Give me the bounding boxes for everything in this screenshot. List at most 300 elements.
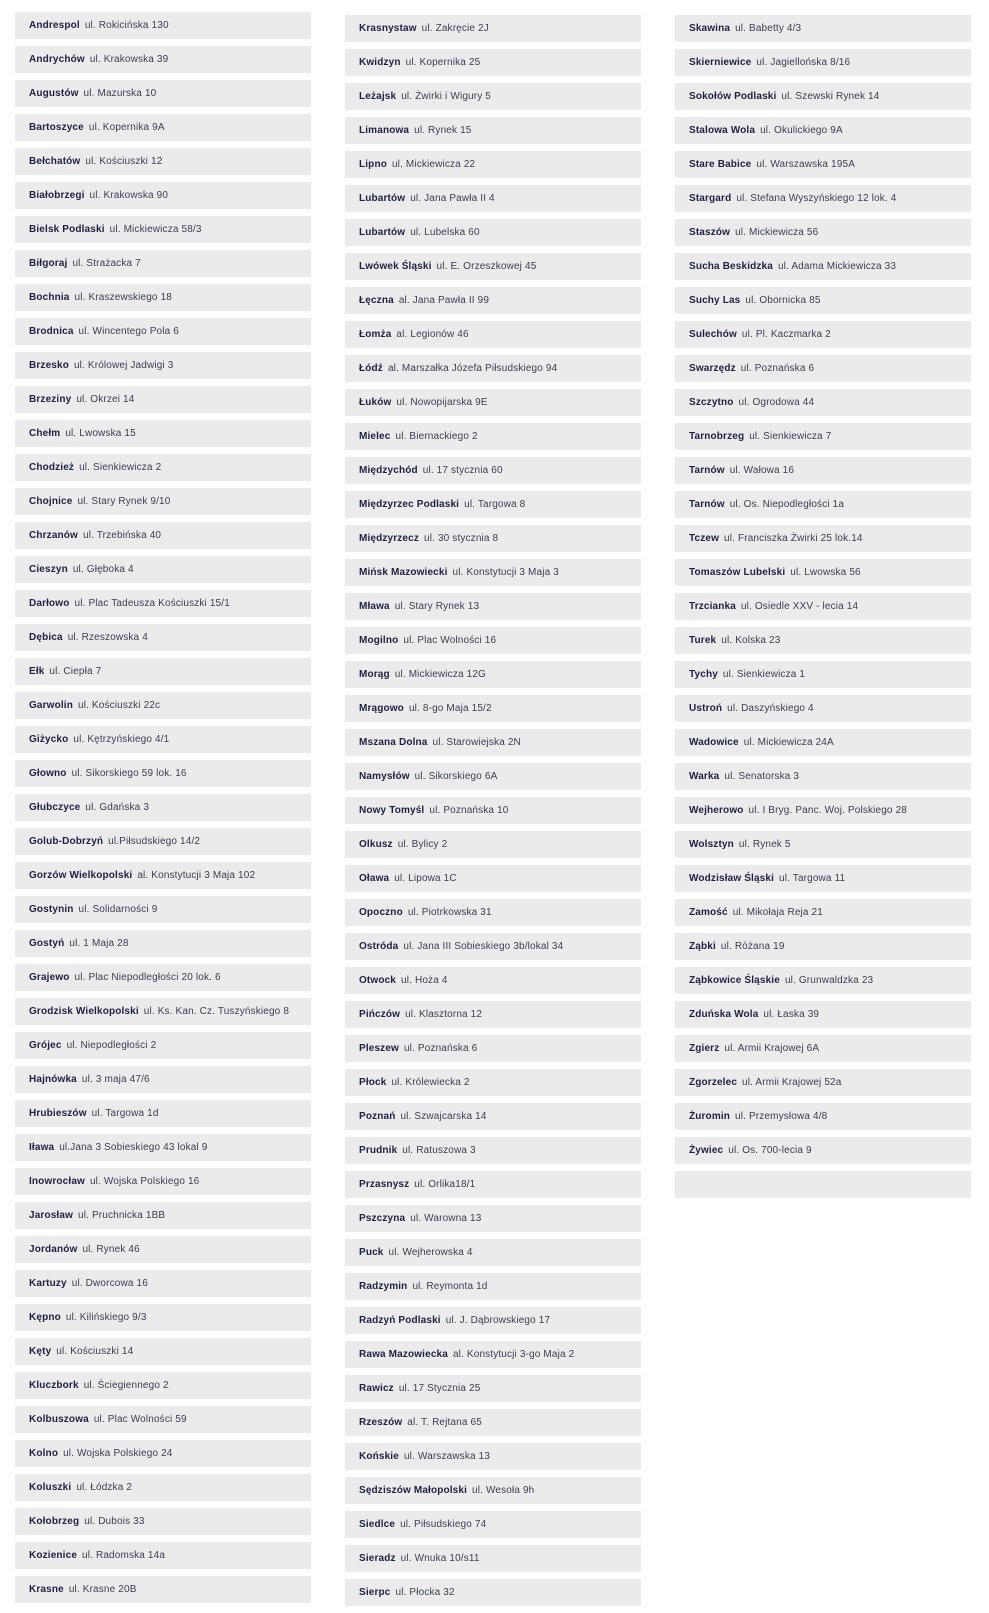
store-address: ul. Lipowa 1C	[394, 873, 457, 884]
store-city: Jordanów	[29, 1244, 78, 1255]
store-city: Międzyrzecz	[359, 533, 420, 544]
store-address: ul. Warszawska 13	[403, 1451, 491, 1462]
store-address: ul. Ks. Kan. Cz. Tuszyńskiego 8	[143, 1006, 290, 1017]
store-list-item	[15, 318, 311, 345]
store-list-item	[15, 658, 311, 685]
store-city: Wejherowo	[689, 805, 744, 816]
store-address: ul. Plac Tadeusza Kościuszki 15/1	[74, 598, 230, 609]
store-address: ul. Stary Rynek 9/10	[77, 496, 171, 507]
store-address: ul. Babetty 4/3	[735, 23, 802, 34]
store-city: Siedlce	[359, 1519, 396, 1530]
store-list-item	[345, 491, 641, 518]
store-list-item	[675, 423, 971, 450]
store-address: ul. Trzebińska 40	[82, 530, 162, 541]
store-list-item	[15, 828, 311, 855]
store-address: ul. Niepodległości 2	[66, 1040, 157, 1051]
store-city: Rawa Mazowiecka	[359, 1349, 448, 1360]
store-address: ul. 1 Maja 28	[69, 938, 129, 949]
store-address: ul.Piłsudskiego 14/2	[108, 836, 201, 847]
store-city: Andrychów	[29, 54, 85, 65]
store-address: ul. Sienkiewicza 1	[722, 669, 806, 680]
store-address: ul. I Bryg. Panc. Woj. Polskiego 28	[748, 805, 907, 816]
store-address: ul. Konstytucji 3 Maja 3	[452, 567, 559, 578]
store-city: Chełm	[29, 428, 61, 439]
store-address: ul. Senatorska 3	[724, 771, 800, 782]
store-list-item	[15, 1576, 311, 1603]
store-list-item	[675, 933, 971, 960]
store-address: ul. Targowa 11	[779, 873, 846, 884]
store-address: ul. Solidarności 9	[78, 904, 158, 915]
store-list-item	[15, 590, 311, 617]
store-address: ul. Mikołaja Reja 21	[732, 907, 823, 918]
store-list-item	[15, 1406, 311, 1433]
store-list-item	[15, 1372, 311, 1399]
store-city: Kęty	[29, 1346, 52, 1357]
store-list-item	[675, 219, 971, 246]
store-city: Pszczyna	[359, 1213, 406, 1224]
store-address: ul. Hoża 4	[401, 975, 448, 986]
store-list-item	[345, 1171, 641, 1198]
store-address: ul. Wnuka 10/s11	[400, 1553, 480, 1564]
store-address: ul. Stary Rynek 13	[394, 601, 480, 612]
store-city: Darłowo	[29, 598, 70, 609]
store-city: Olkusz	[359, 839, 393, 850]
store-address: ul. Kościuszki 14	[56, 1346, 134, 1357]
store-city: Garwolin	[29, 700, 73, 711]
store-city: Międzyrzec Podlaski	[359, 499, 460, 510]
store-address: ul. Sikorskiego 6A	[414, 771, 498, 782]
store-list-item	[345, 1307, 641, 1334]
store-city: Łuków	[359, 397, 392, 408]
store-city: Kozienice	[29, 1550, 78, 1561]
store-city: Bielsk Podlaski	[29, 224, 105, 235]
store-city: Namysłów	[359, 771, 410, 782]
store-city: Ząbkowice Śląskie	[689, 975, 780, 986]
store-list-item	[675, 627, 971, 654]
store-address: ul. Obornicka 85	[745, 295, 821, 306]
store-address: ul. Sienkiewicza 2	[79, 462, 162, 473]
store-address: ul. Szwajcarska 14	[400, 1111, 487, 1122]
store-list-item	[345, 321, 641, 348]
store-address: ul. Krakowska 39	[89, 54, 169, 65]
store-city: Lubartów	[359, 227, 406, 238]
store-city: Skierniewice	[689, 57, 752, 68]
store-address: ul. Targowa 8	[464, 499, 526, 510]
store-address: ul. Mickiewicza 58/3	[109, 224, 202, 235]
store-list-item	[345, 1375, 641, 1402]
store-list-item	[345, 457, 641, 484]
store-city: Tarnów	[689, 465, 725, 476]
store-city: Cieszyn	[29, 564, 68, 575]
store-list-item	[675, 15, 971, 42]
store-address: ul. Lubelska 60	[410, 227, 480, 238]
store-list-item	[345, 1035, 641, 1062]
store-list-item	[15, 522, 311, 549]
store-city: Białobrzegi	[29, 190, 85, 201]
store-list-item	[345, 355, 641, 382]
store-address: ul. Kopernika 9A	[88, 122, 165, 133]
store-address: ul. Wejherowska 4	[388, 1247, 473, 1258]
store-city: Zgierz	[689, 1043, 720, 1054]
store-list-item	[675, 491, 971, 518]
store-list-item	[675, 729, 971, 756]
store-city: Hrubieszów	[29, 1108, 87, 1119]
store-address: ul. Królewiecka 2	[391, 1077, 470, 1088]
store-list-item	[675, 1001, 971, 1028]
store-address: ul. 3 maja 47/6	[81, 1074, 150, 1085]
store-city: Żuromin	[689, 1111, 731, 1122]
store-list-item	[345, 253, 641, 280]
store-list-item	[15, 454, 311, 481]
store-city: Międzychód	[359, 465, 418, 476]
store-list-item	[675, 695, 971, 722]
store-address: ul. Ratuszowa 3	[402, 1145, 476, 1156]
store-address: ul. Dubois 33	[84, 1516, 145, 1527]
store-list-item	[15, 420, 311, 447]
store-address: ul. Rynek 15	[414, 125, 472, 136]
store-address: al. T. Rejtana 65	[407, 1417, 482, 1428]
store-list-item	[345, 559, 641, 586]
store-city: Kolbuszowa	[29, 1414, 89, 1425]
store-city: Kolno	[29, 1448, 59, 1459]
store-address: ul. Jana III Sobieskiego 3b/lokal 34	[403, 941, 564, 952]
store-list-item	[345, 117, 641, 144]
store-city: Rawicz	[359, 1383, 394, 1394]
store-city: Mszana Dolna	[359, 737, 428, 748]
store-city: Stare Babice	[689, 159, 752, 170]
store-city: Stargard	[689, 193, 732, 204]
store-address: ul. Głęboka 4	[72, 564, 134, 575]
store-address: ul. Kolska 23	[721, 635, 781, 646]
store-city: Brzesko	[29, 360, 69, 371]
store-list-item	[345, 1001, 641, 1028]
store-list-item	[675, 321, 971, 348]
store-address: ul. Stefana Wyszyńskiego 12 lok. 4	[736, 193, 897, 204]
store-city: Lwówek Śląski	[359, 261, 432, 272]
store-address: ul. Pruchnicka 1BB	[78, 1210, 166, 1221]
store-city: Końskie	[359, 1451, 399, 1462]
store-list-item	[675, 117, 971, 144]
store-city: Oława	[359, 873, 390, 884]
store-list-item	[15, 556, 311, 583]
store-city: Sierpc	[359, 1587, 391, 1598]
store-list-item	[15, 1066, 311, 1093]
store-list-item	[675, 151, 971, 178]
store-list-item	[345, 1273, 641, 1300]
store-city: Grójec	[29, 1040, 62, 1051]
store-list-item	[345, 151, 641, 178]
store-list-item	[345, 763, 641, 790]
store-list-item	[345, 967, 641, 994]
store-list-item	[345, 1511, 641, 1538]
store-city: Sulechów	[689, 329, 737, 340]
store-city: Tczew	[689, 533, 720, 544]
store-list-item	[345, 1409, 641, 1436]
store-address: ul. Klasztorna 12	[405, 1009, 483, 1020]
store-address: ul. Reymonta 1d	[412, 1281, 488, 1292]
store-list-item	[15, 1032, 311, 1059]
store-list-item	[675, 253, 971, 280]
store-address: ul. Szewski Rynek 14	[781, 91, 880, 102]
store-city: Sokołów Podlaski	[689, 91, 777, 102]
store-list-item	[345, 389, 641, 416]
store-address: ul. Okulickiego 9A	[760, 125, 843, 136]
store-city: Morąg	[359, 669, 390, 680]
store-list-item	[345, 1137, 641, 1164]
store-list-item	[345, 1341, 641, 1368]
store-address: ul. Poznańska 6	[740, 363, 815, 374]
store-address: ul. Armii Krajowej 6A	[724, 1043, 820, 1054]
store-city: Stalowa Wola	[689, 125, 756, 136]
store-address: ul. Sienkiewicza 7	[749, 431, 832, 442]
store-address: ul. Rynek 5	[738, 839, 791, 850]
store-address: ul. Nowopijarska 9E	[396, 397, 488, 408]
store-address: ul. Piłsudskiego 74	[400, 1519, 487, 1530]
store-list-item	[345, 695, 641, 722]
store-address: ul. Warowna 13	[410, 1213, 482, 1224]
store-list-item	[15, 182, 311, 209]
store-address: ul. Mickiewicza 22	[391, 159, 476, 170]
store-city: Brodnica	[29, 326, 74, 337]
store-address: ul. Dworcowa 16	[71, 1278, 148, 1289]
store-list-item	[675, 865, 971, 892]
store-list-item	[675, 49, 971, 76]
store-list-item	[15, 1338, 311, 1365]
store-address: ul. Jagiellońska 8/16	[756, 57, 851, 68]
store-list-item	[675, 763, 971, 790]
store-city: Limanowa	[359, 125, 410, 136]
store-city: Suchy Las	[689, 295, 741, 306]
store-list-item	[15, 1304, 311, 1331]
store-city: Opoczno	[359, 907, 403, 918]
store-address: ul. Bylicy 2	[397, 839, 448, 850]
store-address: ul. Lwowska 15	[65, 428, 136, 439]
store-list-item	[675, 355, 971, 382]
store-city: Radzyń Podlaski	[359, 1315, 441, 1326]
store-address: al. Jana Pawła II 99	[398, 295, 490, 306]
store-address: ul. Orlika18/1	[414, 1179, 476, 1190]
store-list-item	[15, 352, 311, 379]
store-address: ul. Strażacka 7	[72, 258, 141, 269]
store-list-item	[345, 593, 641, 620]
store-list-item	[675, 1137, 971, 1164]
store-list-item	[675, 593, 971, 620]
store-city: Ustroń	[689, 703, 723, 714]
store-list-item	[675, 967, 971, 994]
store-city: Mława	[359, 601, 390, 612]
store-list-item	[15, 1440, 311, 1467]
store-city: Zamość	[689, 907, 728, 918]
store-city: Sieradz	[359, 1553, 396, 1564]
store-list-item	[15, 1134, 311, 1161]
store-address: ul. Ogrodowa 44	[738, 397, 815, 408]
store-list-item	[345, 1443, 641, 1470]
store-city: Wodzisław Śląski	[689, 873, 775, 884]
store-address: ul. Plac Niepodległości 20 lok. 6	[74, 972, 221, 983]
store-list-item	[345, 1477, 641, 1504]
store-list-item	[345, 729, 641, 756]
store-address: ul. Królowej Jadwigi 3	[73, 360, 174, 371]
store-list-item	[15, 794, 311, 821]
store-city: Biłgoraj	[29, 258, 68, 269]
store-city: Swarzędz	[689, 363, 736, 374]
store-address: ul. Zakręcie 2J	[421, 23, 489, 34]
store-address: al. Marszałka Józefa Piłsudskiego 94	[387, 363, 558, 374]
store-city: Łomża	[359, 329, 392, 340]
store-address: ul. Armii Krajowej 52a	[742, 1077, 842, 1088]
store-list-item	[15, 250, 311, 277]
store-address: ul. Plac Wolności 59	[93, 1414, 187, 1425]
store-address: ul. Jana Pawła II 4	[410, 193, 495, 204]
store-list-item	[15, 80, 311, 107]
store-city: Dębica	[29, 632, 63, 643]
store-city: Giżycko	[29, 734, 69, 745]
store-address: ul. Łódzka 2	[76, 1482, 133, 1493]
store-city: Kluczbork	[29, 1380, 79, 1391]
store-list-item	[15, 896, 311, 923]
store-list-item	[345, 899, 641, 926]
store-list-item	[15, 386, 311, 413]
store-list-item	[15, 998, 311, 1025]
store-city: Mrągowo	[359, 703, 404, 714]
store-address: ul. Radomska 14a	[82, 1550, 166, 1561]
store-city: Tarnobrzeg	[689, 431, 745, 442]
store-list-item	[15, 46, 311, 73]
store-address: ul. Wałowa 16	[729, 465, 795, 476]
store-city: Augustów	[29, 88, 79, 99]
store-city: Warka	[689, 771, 720, 782]
store-city: Tomaszów Lubelski	[689, 567, 786, 578]
store-list-item	[15, 1474, 311, 1501]
store-city: Szczytno	[689, 397, 734, 408]
store-list-item	[15, 216, 311, 243]
store-list-item	[675, 83, 971, 110]
store-city: Gostynin	[29, 904, 74, 915]
store-city: Rzeszów	[359, 1417, 403, 1428]
store-city: Otwock	[359, 975, 397, 986]
store-list-item	[675, 1069, 971, 1096]
store-address: ul. Wesoła 9h	[472, 1485, 535, 1496]
store-list-item	[345, 1579, 641, 1606]
store-list-item	[345, 1103, 641, 1130]
store-list-item	[345, 865, 641, 892]
store-column-3	[675, 15, 971, 1205]
store-city: Hajnówka	[29, 1074, 77, 1085]
store-address: ul. Kopernika 25	[405, 57, 481, 68]
store-city: Tychy	[689, 669, 718, 680]
store-city: Jarosław	[29, 1210, 74, 1221]
store-city: Łódź	[359, 363, 383, 374]
store-city: Bełchatów	[29, 156, 81, 167]
store-address: ul. Warszawska 195A	[756, 159, 856, 170]
store-list-item	[675, 899, 971, 926]
store-city: Kartuzy	[29, 1278, 67, 1289]
store-list-item	[15, 114, 311, 141]
store-address: ul. Sikorskiego 59 lok. 16	[71, 768, 187, 779]
store-city: Wolsztyn	[689, 839, 734, 850]
store-address: ul. Krakowska 90	[89, 190, 169, 201]
store-list-item	[15, 1508, 311, 1535]
store-address: ul. Mickiewicza 24A	[743, 737, 834, 748]
store-city: Lubartów	[359, 193, 406, 204]
store-list-item	[675, 1171, 971, 1198]
store-address: ul. 8-go Maja 15/2	[408, 703, 492, 714]
store-address: ul. Starowiejska 2N	[432, 737, 521, 748]
store-city: Sucha Beskidzka	[689, 261, 773, 272]
store-address: ul. Plac Wolności 16	[403, 635, 497, 646]
store-address: ul. Wincentego Pola 6	[78, 326, 179, 337]
store-address: ul. Rzeszowska 4	[67, 632, 148, 643]
store-city: Gorzów Wielkopolski	[29, 870, 133, 881]
store-address: ul. 17 Stycznia 25	[398, 1383, 481, 1394]
store-address: ul. Daszyńskiego 4	[727, 703, 814, 714]
store-city: Zgorzelec	[689, 1077, 738, 1088]
store-list-item	[675, 797, 971, 824]
store-list-item	[15, 726, 311, 753]
store-list-item	[345, 797, 641, 824]
store-list-item	[345, 627, 641, 654]
store-address: al. Konstytucji 3-go Maja 2	[452, 1349, 575, 1360]
store-city: Kępno	[29, 1312, 61, 1323]
store-city: Mińsk Mazowiecki	[359, 567, 448, 578]
store-list-item	[675, 559, 971, 586]
store-city: Ostróda	[359, 941, 399, 952]
store-address: ul. Kilińskiego 9/3	[65, 1312, 147, 1323]
store-city: Radzymin	[359, 1281, 408, 1292]
store-city: Chodzież	[29, 462, 75, 473]
store-list-item	[15, 1270, 311, 1297]
store-address: ul. Mickiewicza 12G	[394, 669, 486, 680]
store-list-item	[345, 185, 641, 212]
store-city: Lipno	[359, 159, 387, 170]
store-city: Wadowice	[689, 737, 739, 748]
store-address: ul. Wojska Polskiego 24	[63, 1448, 173, 1459]
store-city: Golub-Dobrzyń	[29, 836, 104, 847]
store-list-item	[15, 284, 311, 311]
store-list-item	[675, 1035, 971, 1062]
store-address: ul. J. Dąbrowskiego 17	[445, 1315, 551, 1326]
store-list-item	[15, 488, 311, 515]
store-address: ul. Rokicińska 130	[84, 20, 169, 31]
store-city: Krasnystaw	[359, 23, 417, 34]
store-address: ul. Żwirki i Wigury 5	[401, 91, 492, 102]
store-list-item	[15, 1168, 311, 1195]
store-address: ul. Poznańska 10	[429, 805, 509, 816]
store-city: Grodzisk Wielkopolski	[29, 1006, 139, 1017]
store-city: Sędziszów Małopolski	[359, 1485, 468, 1496]
store-city: Chojnice	[29, 496, 73, 507]
store-list-item	[15, 1100, 311, 1127]
store-city: Turek	[689, 635, 717, 646]
store-city: Trzcianka	[689, 601, 736, 612]
store-address: ul. Ciepła 7	[49, 666, 102, 677]
store-address: ul. Adama Mickiewicza 33	[777, 261, 897, 272]
store-list-item	[345, 287, 641, 314]
store-city: Mielec	[359, 431, 391, 442]
store-city: Skawina	[689, 23, 731, 34]
store-city: Chrzanów	[29, 530, 78, 541]
store-address: ul. Piotrkowska 31	[407, 907, 492, 918]
store-list-item	[15, 1202, 311, 1229]
store-address: ul. Rynek 46	[82, 1244, 140, 1255]
store-address: ul. Lwowska 56	[790, 567, 861, 578]
store-list-item	[345, 219, 641, 246]
store-address: ul. Mazurska 10	[83, 88, 157, 99]
store-list-item	[15, 148, 311, 175]
store-city: Puck	[359, 1247, 384, 1258]
store-address: ul. Pl. Kaczmarka 2	[741, 329, 831, 340]
store-address: ul. Grunwaldzka 23	[784, 975, 874, 986]
